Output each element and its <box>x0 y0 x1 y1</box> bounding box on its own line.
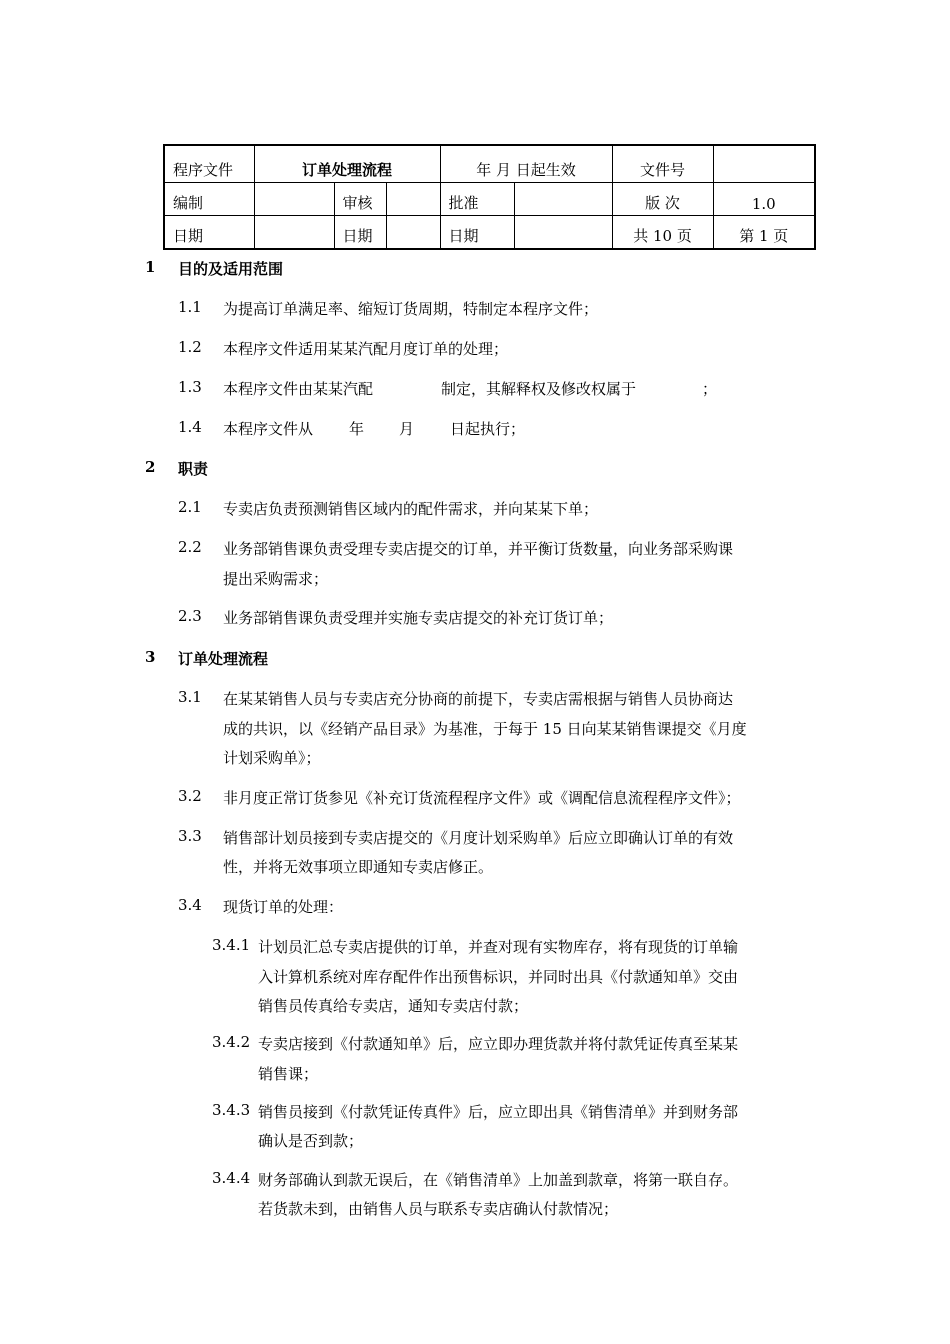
subitem-text-line: 入计算机系统对库存配件作出预售标识，并同时出具《付款通知单》交由 <box>258 968 739 986</box>
item-text-part: 本程序文件由某某汽配 <box>223 380 374 398</box>
item-text-line: 业务部销售课负责受理专卖店提交的订单，并平衡订货数量，向业务部采购课 <box>223 540 734 558</box>
subitem-text-line: 销售员传真给专卖店，通知专卖店付款； <box>258 997 529 1015</box>
item-text-line: 销售部计划员接到专卖店提交的《月度计划采购单》后应立即确认订单的有效 <box>223 829 734 847</box>
prepared-by-label: 编制 <box>164 183 254 216</box>
doc-number-label: 文件号 <box>612 145 713 183</box>
reviewed-date-value <box>386 216 440 250</box>
approved-date-label: 日期 <box>440 216 514 250</box>
subitem-number: 3.4.2 <box>212 1033 251 1051</box>
item-number: 2.3 <box>178 607 202 625</box>
item-number: 1.4 <box>178 418 202 436</box>
prepared-by-value <box>254 183 334 216</box>
section-number: 3 <box>145 648 156 666</box>
item-number: 1.1 <box>178 298 202 316</box>
subitem-text-line: 计划员汇总专卖店提供的订单，并查对现有实物库存，将有现货的订单输 <box>258 938 739 956</box>
subitem-text-line: 若货款未到，由销售人员与联系专卖店确认付款情况； <box>258 1200 619 1218</box>
section-title: 订单处理流程 <box>178 650 269 668</box>
section-number: 2 <box>145 458 156 476</box>
item-number: 2.1 <box>178 498 202 516</box>
doc-number-value <box>713 145 815 183</box>
section-title: 职责 <box>178 460 209 478</box>
prepared-date-value <box>254 216 334 250</box>
section-number: 1 <box>145 258 156 276</box>
item-text-line: 成的共识，以《经销产品目录》为基准，于每于 15 日向某某销售课提交《月度 <box>223 720 747 738</box>
subitem-number: 3.4.3 <box>212 1101 251 1119</box>
item-number: 1.2 <box>178 338 202 356</box>
effective-date-label: 年 月 日起生效 <box>440 145 612 183</box>
item-number: 3.4 <box>178 896 202 914</box>
reviewed-date-label: 日期 <box>334 216 386 250</box>
item-text: 现货订单的处理： <box>223 898 344 916</box>
item-text-part: 年 <box>349 420 365 438</box>
approved-date-value <box>514 216 612 250</box>
item-number: 3.2 <box>178 787 202 805</box>
item-text-line: 性，并将无效事项立即通知专卖店修正。 <box>223 858 494 876</box>
item-number: 3.3 <box>178 827 202 845</box>
item-number: 2.2 <box>178 538 202 556</box>
doc-title: 订单处理流程 <box>254 145 440 183</box>
document-header-table <box>163 144 816 250</box>
subitem-number: 3.4.1 <box>212 936 251 954</box>
item-text: 专卖店负责预测销售区域内的配件需求，并向某某下单； <box>223 500 599 518</box>
reviewed-by-label: 审核 <box>334 183 386 216</box>
item-text: 为提高订单满足率、缩短订货周期，特制定本程序文件； <box>223 300 599 318</box>
subitem-text-line: 确认是否到款； <box>258 1132 364 1150</box>
item-number: 1.3 <box>178 378 202 396</box>
current-page: 第 1 页 <box>713 216 815 250</box>
section-title: 目的及适用范围 <box>178 260 284 278</box>
prepared-date-label: 日期 <box>164 216 254 250</box>
subitem-text-line: 销售课； <box>258 1065 319 1083</box>
item-number: 3.1 <box>178 688 202 706</box>
subitem-text-line: 销售员接到《付款凭证传真件》后，应立即出具《销售清单》并到财务部 <box>258 1103 739 1121</box>
item-text: 本程序文件适用某某汽配月度订单的处理； <box>223 340 509 358</box>
subitem-number: 3.4.4 <box>212 1169 251 1187</box>
reviewed-by-value <box>386 183 440 216</box>
item-text: 业务部销售课负责受理并实施专卖店提交的补充订货订单； <box>223 609 614 627</box>
subitem-text-line: 专卖店接到《付款通知单》后，应立即办理货款并将付款凭证传真至某某 <box>258 1035 739 1053</box>
item-text-part: 月 <box>399 420 415 438</box>
item-text-line: 计划采购单》； <box>223 749 321 767</box>
item-text: 非月度正常订货参见《补充订货流程程序文件》或《调配信息流程程序文件》； <box>223 789 741 807</box>
item-text-part: 日起执行； <box>450 420 526 438</box>
total-pages: 共 10 页 <box>612 216 713 250</box>
version-label: 版 次 <box>612 183 713 216</box>
item-text-part: ； <box>702 380 718 398</box>
item-text-part: 制定，其解释权及修改权属于 <box>441 380 637 398</box>
item-text-line: 提出采购需求； <box>223 570 329 588</box>
subitem-text-line: 财务部确认到款无误后，在《销售清单》上加盖到款章，将第一联自存。 <box>258 1171 739 1189</box>
item-text-part: 本程序文件从 <box>223 420 314 438</box>
approved-by-label: 批准 <box>440 183 514 216</box>
approved-by-value <box>514 183 612 216</box>
item-text-line: 在某某销售人员与专卖店充分协商的前提下，专卖店需根据与销售人员协商达 <box>223 690 734 708</box>
doc-type-label: 程序文件 <box>164 145 254 183</box>
version-value: 1.0 <box>713 183 815 216</box>
